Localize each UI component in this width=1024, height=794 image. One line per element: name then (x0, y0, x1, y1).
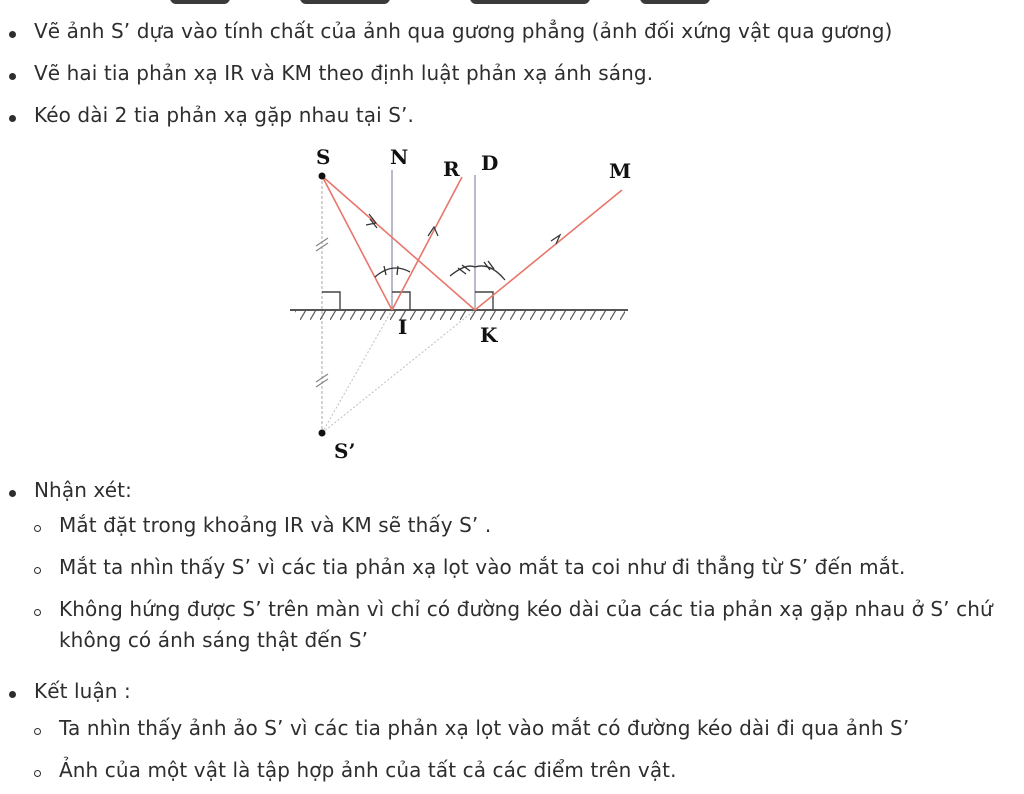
point-s (319, 173, 326, 180)
bullet-circle (34, 728, 41, 735)
bullet-circle (34, 609, 41, 616)
label-i: I (398, 315, 408, 339)
bullet-disc (9, 691, 16, 698)
remark-item: Không hứng được S’ trên màn vì chỉ có đường kéo dài của các tia phản xạ gặp nhau ở S’ chứ không có ánh sáng thật đến S’ (59, 597, 993, 652)
right-angle-mark (322, 292, 340, 310)
conclusion-heading: Kết luận : (34, 679, 131, 703)
bullet-circle (34, 567, 41, 574)
conclusion-item: Ta nhìn thấy ảnh ảo S’ vì các tia phản xạ lọt vào mắt có đường kéo dài đi qua ảnh S’ (59, 716, 910, 740)
bullet-disc (9, 490, 16, 497)
point-s-prime (319, 430, 326, 437)
list-item: Vẽ hai tia phản xạ IR và KM theo định luật phản xạ ánh sáng. (34, 61, 654, 85)
bullet-circle (34, 525, 41, 532)
label-s: S (316, 145, 331, 169)
remark-item: Mắt đặt trong khoảng IR và KM sẽ thấy S’ . (59, 513, 492, 537)
bullet-circle (34, 770, 41, 777)
list-item: Kéo dài 2 tia phản xạ gặp nhau tại S’. (34, 103, 414, 127)
right-angle-mark-i (392, 292, 410, 310)
remark-heading: Nhận xét: (34, 478, 132, 502)
label-m: M (609, 159, 632, 183)
list-item: Vẽ ảnh S’ dựa vào tính chất của ảnh qua gương phẳng (ảnh đối xứng vật qua gương) (34, 19, 893, 43)
label-k: K (480, 323, 498, 347)
remark-item: Mắt ta nhìn thấy S’ vì các tia phản xạ lọt vào mắt ta coi như đi thẳng từ S’ đến mắt. (59, 555, 906, 579)
extension-line-ir (322, 310, 392, 433)
label-r: R (443, 157, 460, 181)
label-n: N (390, 145, 409, 169)
label-d: D (481, 151, 499, 175)
angle-arcs (375, 261, 505, 280)
conclusion-item: Ảnh của một vật là tập hợp ảnh của tất cả các điểm trên vật. (59, 758, 677, 782)
label-s-prime: S’ (334, 439, 356, 463)
reflected-ray-km (475, 190, 622, 310)
mirror-hatching (295, 310, 625, 320)
incident-ray-si (322, 176, 392, 310)
